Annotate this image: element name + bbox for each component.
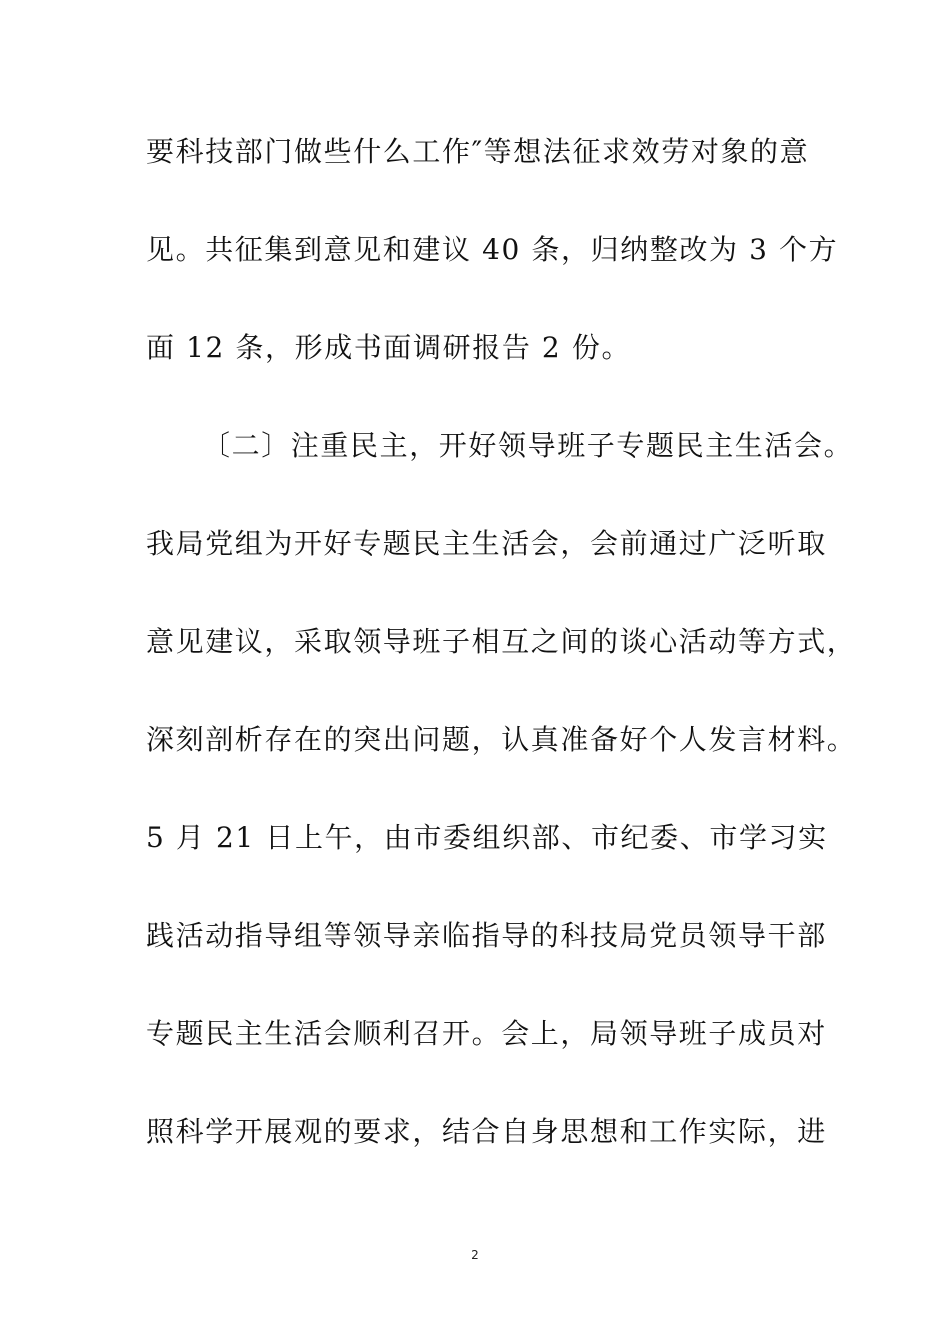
body-text-line-11: 照科学开展观的要求，结合自身思想和工作实际，进 (146, 1115, 827, 1148)
body-text-line-6: 意见建议，采取领导班子相互之间的谈心活动等方式， (146, 625, 857, 658)
body-text-line-9: 践活动指导组等领导亲临指导的科技局党员领导干部 (146, 919, 827, 952)
body-text-line-5: 我局党组为开好专题民主生活会，会前通过广泛听取 (146, 527, 827, 560)
body-text-line-2: 见。共征集到意见和建议 40 条，归纳整改为 3 个方 (146, 233, 839, 266)
body-text-line-8: 5 月 21 日上午，由市委组织部、市纪委、市学习实 (146, 821, 828, 854)
body-text-line-7: 深刻剖析存在的突出问题，认真准备好个人发言材料。 (146, 723, 857, 756)
section-heading-line: 〔二〕注重民主，开好领导班子专题民主生活会。 (202, 429, 854, 462)
body-text-line-1: 要科技部门做些什么工作″等想法征求效劳对象的意 (146, 135, 810, 168)
body-text-line-3: 面 12 条，形成书面调研报告 2 份。 (146, 331, 632, 364)
body-text-line-10: 专题民主生活会顺利召开。会上，局领导班子成员对 (146, 1017, 827, 1050)
page-number: 2 (471, 1248, 479, 1262)
